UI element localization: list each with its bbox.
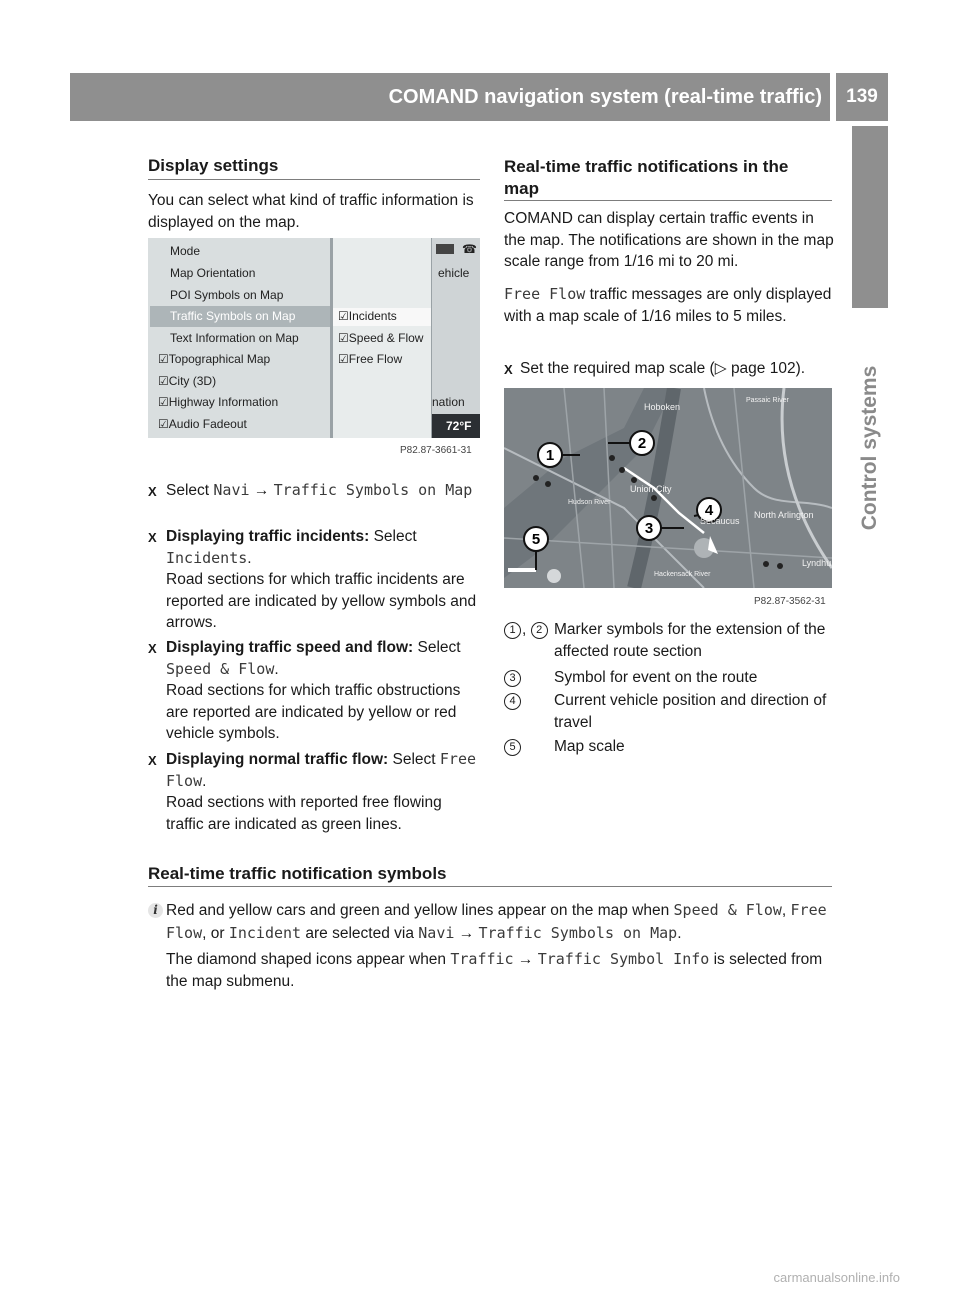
legend-key: 5 [504,736,522,758]
page-number: 139 [836,73,888,121]
page-title: COMAND navigation system (real-time traffic) [388,86,822,108]
map-callout-1: 1 [545,447,555,464]
map-label-union-city: Union City [630,484,672,494]
legend-desc: Current vehicle position and direction of travel [554,692,827,731]
legend-key: 4 [504,690,522,712]
legend-key: 1 , 2 [504,619,549,641]
notifications-map-heading: Real-time traffic notifications in the map [504,157,789,198]
phone-icon: ☎ [462,242,477,256]
section-label: Control systems [858,365,881,531]
submenu-item-incidents: ☑Incidents [338,309,397,323]
info-icon: i [148,903,163,918]
map-callout-4: 4 [704,502,714,519]
step-arrow-icon: X [148,641,157,656]
note-paragraph-1: Red and yellow cars and green and yellow lines appear on the map when Speed & Flow, Free Flow, or Incident are selected via Navi → Traffic Symbols on Map. [166,901,827,942]
step-traffic-incidents: Displaying traffic incidents: Select Incidents. Road sections for which traffic incidents are reported are indicated by yellow symbols and arrows. [166,528,477,631]
map-callout-3: 3 [644,520,654,537]
step-speed-flow: Displaying traffic speed and flow: Select Speed & Flow. Road sections for which traffic obstructions are reported are indicated by yellow or red vehicle symbols. [166,639,461,742]
step-arrow-icon: X [504,362,513,377]
map-label-hackensack: Hackensack River [654,571,711,578]
right-label-vehicle: ehicle [438,266,470,280]
map-label-north-arlington: North Arlington [754,510,814,520]
menu-item-city-3d: ☑City (3D) [158,374,217,388]
divider [504,200,832,201]
watermark: carmanualsonline.info [773,1270,900,1285]
menu-item-highway-information: ☑Highway Information [158,395,279,409]
right-label-navigation: nation [432,395,465,409]
submenu-item-speed-flow: ☑Speed & Flow [338,331,424,345]
map-label-hoboken: Hoboken [644,402,681,412]
signal-icon [436,244,454,254]
menu-item-traffic-symbols: Traffic Symbols on Map [170,309,296,323]
display-settings-intro: You can select what kind of traffic information is displayed on the map. [148,192,474,231]
step-set-map-scale: Set the required map scale (▷ page 102). [520,360,806,377]
notifications-p1: COMAND can display certain traffic events in the map. The notifications are shown in the map scale range from 1/16 mi to 20 mi. [504,210,834,270]
comand-screen-image [148,238,480,438]
map-graphic [504,388,832,588]
menu-item-poi-symbols: POI Symbols on Map [170,288,284,302]
legend-desc: Symbol for event on the route [554,669,758,686]
step-arrow-icon: X [148,484,157,499]
menu-item-mode: Mode [170,244,201,258]
section-tab [852,126,888,308]
map-label-secaucus: Secaucus [700,516,740,526]
notifications-p2: Free Flow traffic messages are only displayed with a map scale of 1/16 miles to 5 miles. [504,285,832,325]
notification-symbols-heading: Real-time traffic notification symbols [148,864,447,883]
menu-item-audio-fadeout: ☑Audio Fadeout [158,417,247,431]
divider [148,886,832,887]
menu-item-topographical-map: ☑Topographical Map [158,352,271,366]
map-label-lyndhurst: Lyndhu [802,558,832,568]
divider [148,179,480,180]
note-paragraph-2: The diamond shaped icons appear when Traffic → Traffic Symbol Info is selected from the map submenu. [166,950,823,990]
map-callout-2: 2 [637,435,647,452]
screen-caption: P82.87-3661-31 [400,445,472,456]
map-label-hudson: Hudson River [568,499,611,506]
step-select-traffic-symbols: Select Navi → Traffic Symbols on Map [166,481,473,499]
display-settings-heading: Display settings [148,156,279,175]
map-callout-5: 5 [531,531,541,548]
menu-item-map-orientation: Map Orientation [170,266,256,280]
step-free-flow: Displaying normal traffic flow: Select Free Flow. Road sections with reported free flowing traffic are indicated as green lines. [166,750,477,833]
temperature-readout: 72°F [446,419,472,433]
submenu-item-free-flow: ☑Free Flow [338,352,403,366]
legend-key: 3 [504,667,522,689]
legend-desc: Map scale [554,738,625,755]
map-label-passaic: Passaic River [746,397,789,404]
map-caption: P82.87-3562-31 [754,596,826,607]
step-arrow-icon: X [148,753,157,768]
step-arrow-icon: X [148,530,157,545]
menu-item-text-information: Text Information on Map [170,331,299,345]
traffic-map-image [504,388,832,588]
legend-desc: Marker symbols for the extension of the affected route section [554,621,826,660]
